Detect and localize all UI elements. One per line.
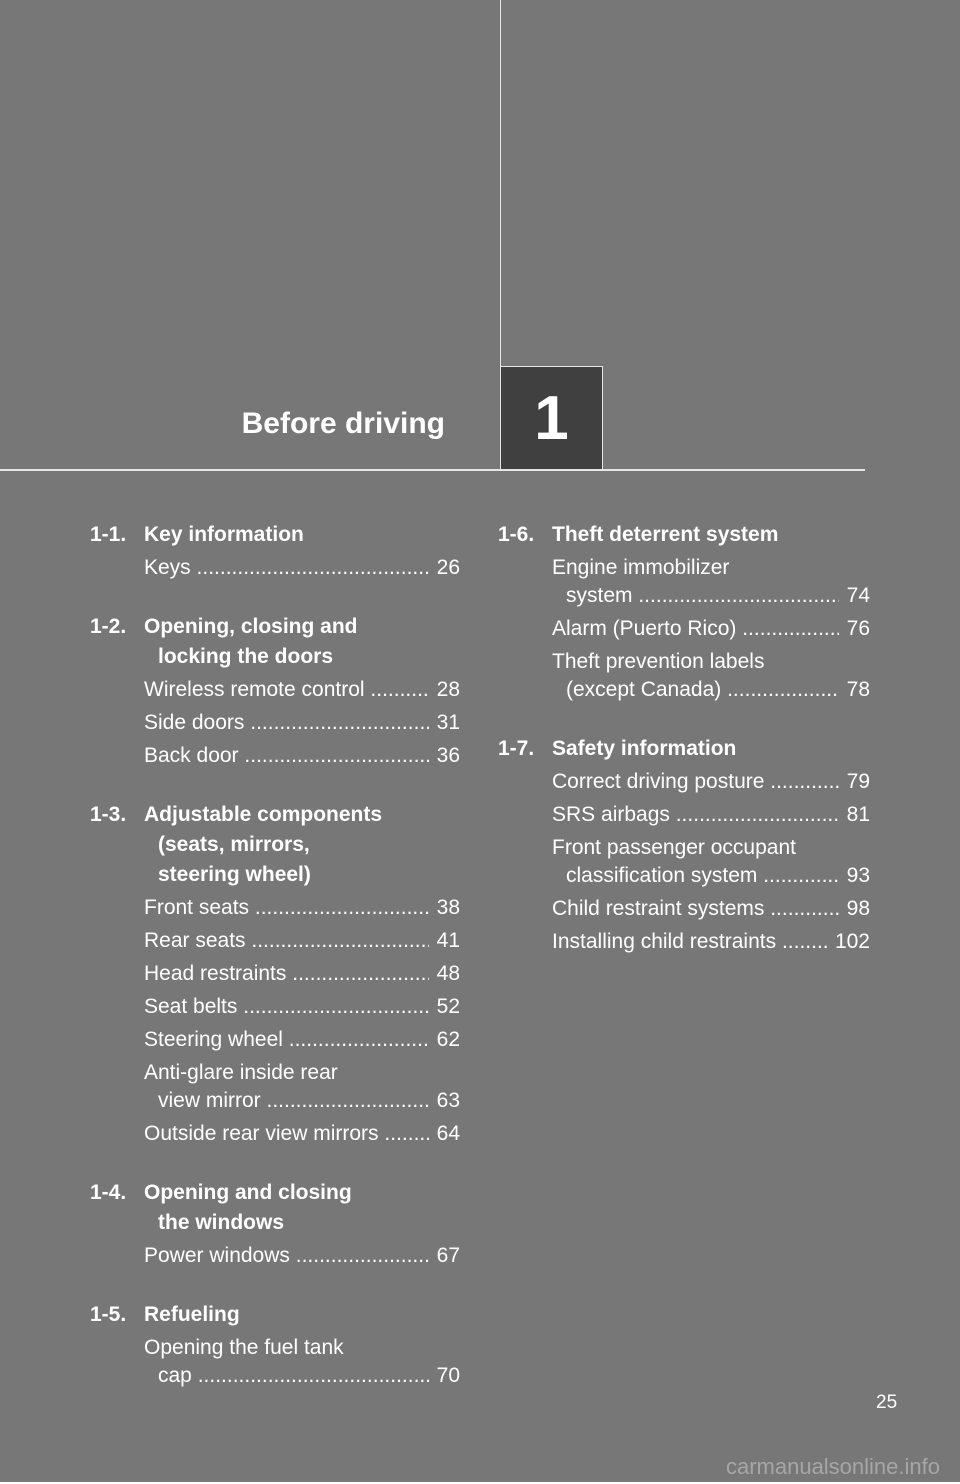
- entry-text-line: Engine immobilizer: [552, 556, 730, 579]
- section-entries: [90, 1242, 460, 1270]
- section-title-line: steering wheel): [158, 863, 311, 886]
- page-number: 25: [876, 1392, 898, 1413]
- section-title: [144, 1300, 460, 1330]
- entry-page-number: 38: [436, 896, 460, 919]
- section-entries: [498, 768, 870, 956]
- toc-entry-link[interactable]: [144, 676, 460, 704]
- entry-label: Wireless remote control .....: [144, 676, 429, 704]
- entry-page-number: 79: [846, 770, 870, 793]
- toc-entry-link[interactable]: [144, 993, 460, 1021]
- entry-row: [144, 927, 460, 955]
- section-number: 1-4.: [90, 1181, 127, 1204]
- horizontal-rule: [0, 469, 865, 471]
- section-heading: [498, 520, 870, 550]
- section-number: 1-2.: [90, 615, 127, 638]
- toc-right-column: [498, 520, 870, 986]
- section-title-line: Theft deterrent system: [552, 523, 779, 546]
- entry-label: Side doors .....: [144, 709, 429, 737]
- toc-entry-link[interactable]: [144, 554, 460, 582]
- toc-section: [498, 520, 870, 704]
- section-heading: [90, 520, 460, 550]
- entry-page-number: 48: [436, 962, 460, 985]
- entry-row: [144, 1087, 460, 1115]
- entry-label: Rear seats .....: [144, 927, 429, 955]
- section-number: 1-3.: [90, 803, 127, 826]
- entry-text-line: Front passenger occupant: [552, 836, 796, 859]
- toc-entry-link[interactable]: [552, 648, 870, 704]
- entry-row: [552, 895, 870, 923]
- entry-label: (except Canada) .....: [566, 676, 839, 704]
- section-title-line: Opening, closing and: [144, 615, 358, 638]
- toc-entry-link[interactable]: [144, 1120, 460, 1148]
- toc-entry-link[interactable]: [552, 768, 870, 796]
- section-heading: [90, 800, 460, 890]
- section-title-line: Adjustable components: [144, 803, 383, 826]
- section-number: 1-6.: [498, 523, 535, 546]
- toc-entry-link[interactable]: [144, 1026, 460, 1054]
- entry-label: SRS airbags .....: [552, 801, 839, 829]
- entry-label: view mirror .....: [158, 1087, 429, 1115]
- entry-page-number: 63: [436, 1089, 460, 1112]
- toc-entry-link[interactable]: [144, 894, 460, 922]
- toc-entry-link[interactable]: [552, 834, 870, 890]
- toc-entry-link[interactable]: [552, 895, 870, 923]
- entry-label: Correct driving posture .....: [552, 768, 839, 796]
- entry-label: Keys .....: [144, 554, 429, 582]
- entry-label: Child restraint systems .....: [552, 895, 839, 923]
- entry-page-number: 67: [436, 1244, 460, 1267]
- entry-row: [144, 960, 460, 988]
- section-entries: [90, 894, 460, 1148]
- entry-row: [144, 894, 460, 922]
- entry-page-number: 70: [436, 1364, 460, 1387]
- chapter-title: Before driving: [241, 407, 445, 440]
- section-title: [552, 734, 870, 764]
- entry-row: [144, 993, 460, 1021]
- entry-row: [144, 554, 460, 582]
- entry-row: [144, 1362, 460, 1390]
- entry-row: [144, 676, 460, 704]
- toc-entry-link[interactable]: [144, 1059, 460, 1115]
- entry-label: classification system .....: [566, 862, 839, 890]
- section-number: 1-1.: [90, 523, 127, 546]
- entry-page-number: 98: [846, 897, 870, 920]
- watermark: carmanualsonline.info: [725, 1454, 940, 1479]
- entry-row: [552, 615, 870, 643]
- entry-row: [144, 1242, 460, 1270]
- entry-page-number: 31: [436, 711, 460, 734]
- toc-entry-link[interactable]: [144, 927, 460, 955]
- entry-page-number: 41: [436, 929, 460, 952]
- entry-row: [552, 582, 870, 610]
- section-entries: [90, 554, 460, 582]
- entry-page-number: 76: [846, 617, 870, 640]
- section-title-line: Safety information: [552, 737, 737, 760]
- section-title: [552, 520, 870, 550]
- entry-text-line: Anti-glare inside rear: [144, 1061, 338, 1084]
- entry-row: [552, 768, 870, 796]
- toc-entry-link[interactable]: [144, 960, 460, 988]
- section-entries: [90, 1334, 460, 1390]
- section-title-line: (seats, mirrors,: [158, 833, 310, 856]
- toc-section: [90, 1300, 460, 1390]
- entry-row: [144, 742, 460, 770]
- toc-section: [90, 612, 460, 770]
- toc-entry-link[interactable]: [552, 928, 870, 956]
- section-title: [144, 520, 460, 550]
- section-title-line: locking the doors: [158, 645, 334, 668]
- section-title: [144, 1178, 460, 1238]
- entry-label: Seat belts .....: [144, 993, 429, 1021]
- entry-page-number: 52: [436, 995, 460, 1018]
- toc-section: [90, 520, 460, 582]
- section-heading: [90, 1178, 460, 1238]
- entry-row: [552, 676, 870, 704]
- entry-page-number: 64: [436, 1122, 460, 1145]
- section-heading: [498, 734, 870, 764]
- toc-entry-link[interactable]: [144, 1242, 460, 1270]
- toc-entry-link[interactable]: [552, 801, 870, 829]
- entry-row: [144, 1120, 460, 1148]
- section-title-line: the windows: [158, 1211, 284, 1234]
- section-entries: [498, 554, 870, 704]
- toc-left-column: [90, 520, 460, 1420]
- entry-label: Front seats .....: [144, 894, 429, 922]
- toc-section: [498, 734, 870, 956]
- entry-label: Installing child restraints .....: [552, 928, 827, 956]
- section-entries: [90, 676, 460, 770]
- section-title-line: Opening and closing: [144, 1181, 352, 1204]
- entry-row: [552, 928, 870, 956]
- entry-page-number: 93: [846, 864, 870, 887]
- entry-label: system .....: [566, 582, 839, 610]
- entry-label: Power windows .....: [144, 1242, 429, 1270]
- entry-row: [144, 1026, 460, 1054]
- entry-text-line: Theft prevention labels: [552, 650, 765, 673]
- entry-page-number: 81: [846, 803, 870, 826]
- entry-label: Steering wheel .....: [144, 1026, 429, 1054]
- entry-page-number: 62: [436, 1028, 460, 1051]
- toc-entry-link[interactable]: [144, 709, 460, 737]
- entry-label: Head restraints .....: [144, 960, 429, 988]
- section-heading: [90, 612, 460, 672]
- toc-section: [90, 1178, 460, 1270]
- toc-entry-link[interactable]: [552, 615, 870, 643]
- section-heading: [90, 1300, 460, 1330]
- entry-page-number: 102: [834, 930, 870, 953]
- entry-label: cap .....: [158, 1362, 429, 1390]
- entry-row: [552, 801, 870, 829]
- entry-row: [552, 862, 870, 890]
- entry-page-number: 36: [436, 744, 460, 767]
- section-title-line: Refueling: [144, 1303, 240, 1326]
- chapter-number-box: 1: [500, 366, 603, 470]
- section-number: 1-7.: [498, 737, 535, 760]
- toc-section: [90, 800, 460, 1148]
- section-title-line: Key information: [144, 523, 304, 546]
- entry-page-number: 26: [436, 556, 460, 579]
- entry-label: Alarm (Puerto Rico) .....: [552, 615, 839, 643]
- toc-entry-link[interactable]: [144, 742, 460, 770]
- toc-entry-link[interactable]: [552, 554, 870, 610]
- section-number: 1-5.: [90, 1303, 127, 1326]
- entry-page-number: 28: [436, 678, 460, 701]
- entry-page-number: 74: [846, 584, 870, 607]
- entry-text-line: Opening the fuel tank: [144, 1336, 344, 1359]
- entry-row: [144, 709, 460, 737]
- section-title: [144, 800, 460, 890]
- entry-page-number: 78: [846, 678, 870, 701]
- entry-label: Outside rear view mirrors .....: [144, 1120, 429, 1148]
- entry-label: Back door .....: [144, 742, 429, 770]
- section-title: [144, 612, 460, 672]
- toc-entry-link[interactable]: [144, 1334, 460, 1390]
